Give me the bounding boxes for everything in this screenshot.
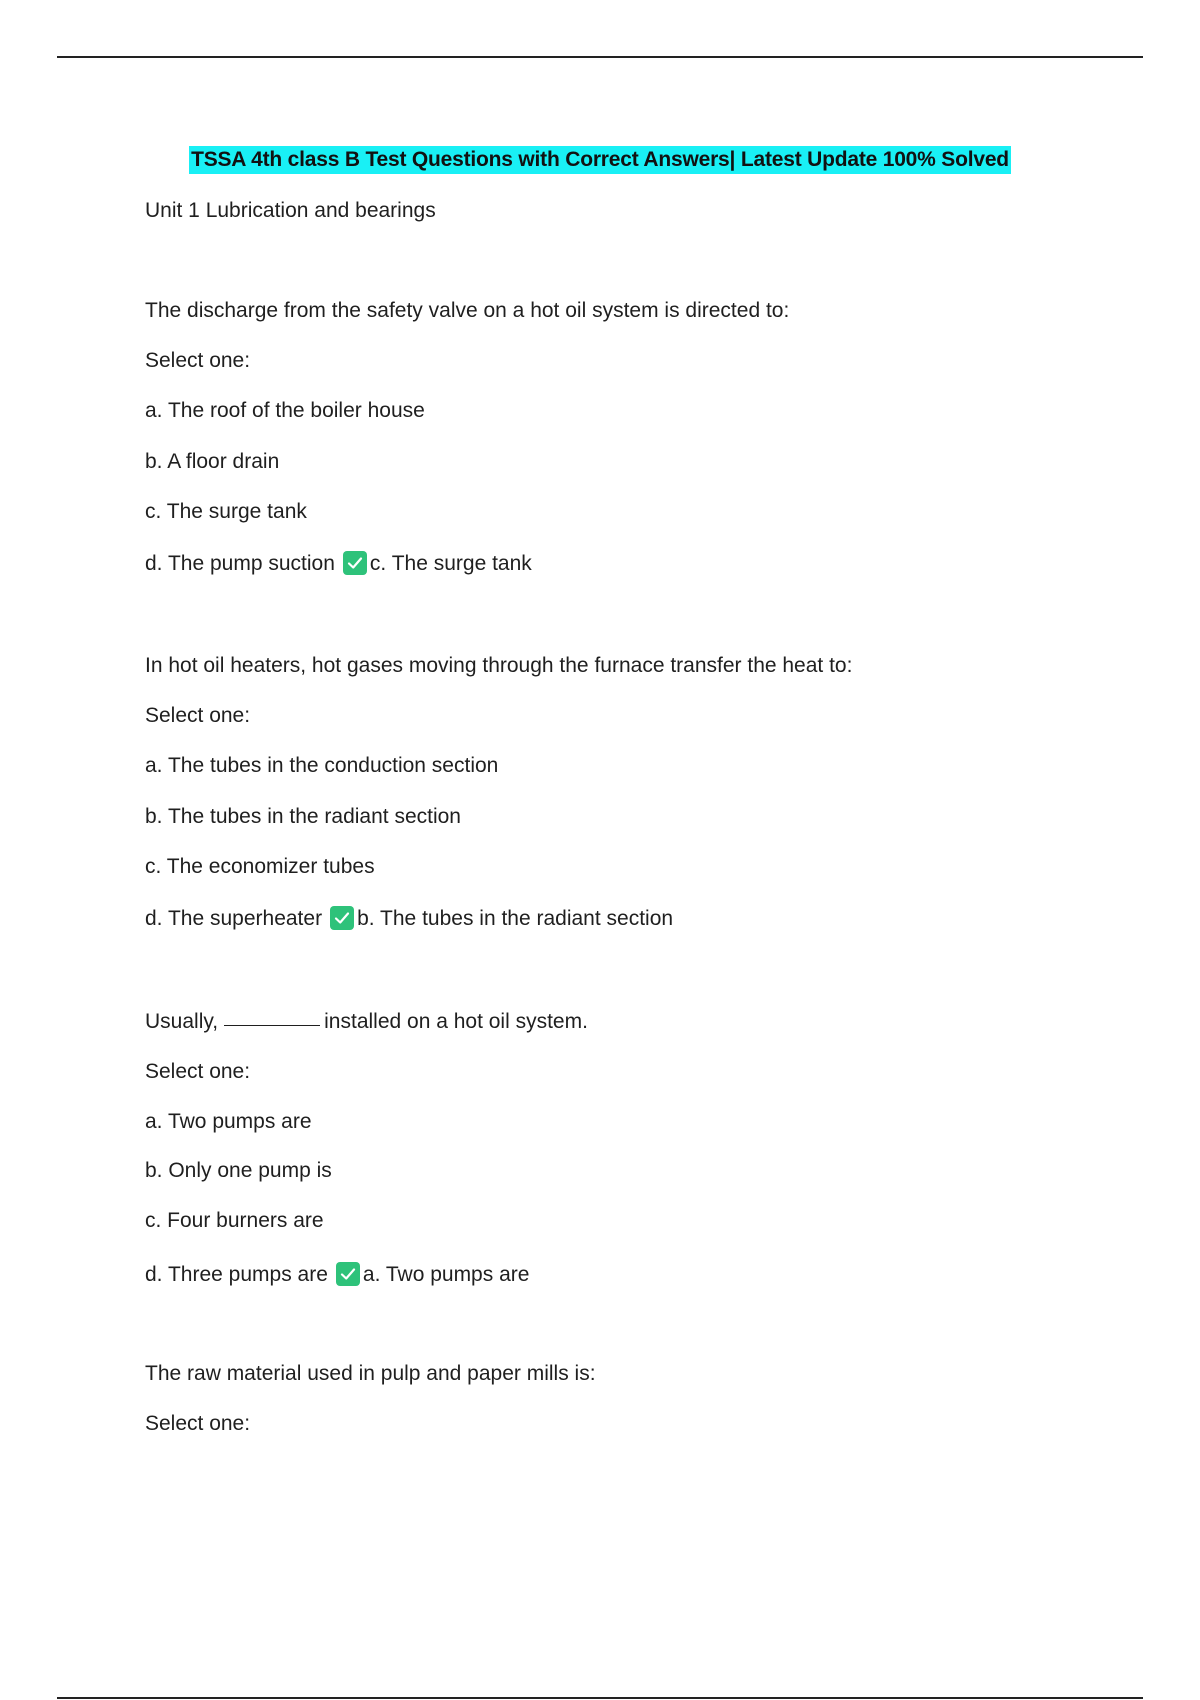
question-2-option-d-row <box>145 905 673 933</box>
unit-heading: Unit 1 Lubrication and bearings <box>145 199 436 222</box>
question-3-text-before: Usually, <box>145 1010 219 1033</box>
question-1-option-a: a. The roof of the boiler house <box>145 399 425 422</box>
question-1-option-d-row <box>145 550 532 578</box>
question-3-text-row <box>145 1008 588 1036</box>
question-1-answer: c. The surge tank <box>369 552 532 575</box>
check-mark-icon <box>343 551 367 575</box>
question-3-option-d-row <box>145 1261 529 1289</box>
question-1-option-c: c. The surge tank <box>145 500 307 523</box>
question-4-text: The raw material used in pulp and paper mills is: <box>145 1362 596 1385</box>
question-1-option-b: b. A floor drain <box>145 450 280 473</box>
question-3-option-b: b. Only one pump is <box>145 1159 332 1182</box>
question-2-option-c: c. The economizer tubes <box>145 855 375 878</box>
question-1-option-d: d. The pump suction <box>145 552 335 575</box>
question-1-text: The discharge from the safety valve on a hot oil system is directed to: <box>145 299 790 322</box>
question-3-text-after: installed on a hot oil system. <box>324 1010 588 1033</box>
question-2-option-d: d. The superheater <box>145 907 323 930</box>
question-2-option-b: b. The tubes in the radiant section <box>145 805 461 828</box>
check-mark-icon <box>330 906 354 930</box>
question-1-prompt: Select one: <box>145 349 251 372</box>
question-2-option-a: a. The tubes in the conduction section <box>145 754 499 777</box>
footer-rule <box>57 1697 1143 1699</box>
check-mark-icon <box>336 1262 360 1286</box>
question-2-answer: b. The tubes in the radiant section <box>357 907 674 930</box>
document-title: TSSA 4th class B Test Questions with Correct Answers| Latest Update 100% Solved <box>189 146 1011 174</box>
question-2-text: In hot oil heaters, hot gases moving through the furnace transfer the heat to: <box>145 654 853 677</box>
question-3-answer: a. Two pumps are <box>362 1263 530 1286</box>
header-rule <box>57 56 1143 58</box>
fill-in-blank <box>224 1025 320 1026</box>
question-4-prompt: Select one: <box>145 1412 251 1435</box>
question-2-prompt: Select one: <box>145 704 251 727</box>
question-3-option-a: a. Two pumps are <box>145 1110 312 1133</box>
question-3-prompt: Select one: <box>145 1060 251 1083</box>
question-3-option-c: c. Four burners are <box>145 1209 324 1232</box>
title-block <box>0 146 1200 174</box>
question-3-option-d: d. Three pumps are <box>145 1263 328 1286</box>
